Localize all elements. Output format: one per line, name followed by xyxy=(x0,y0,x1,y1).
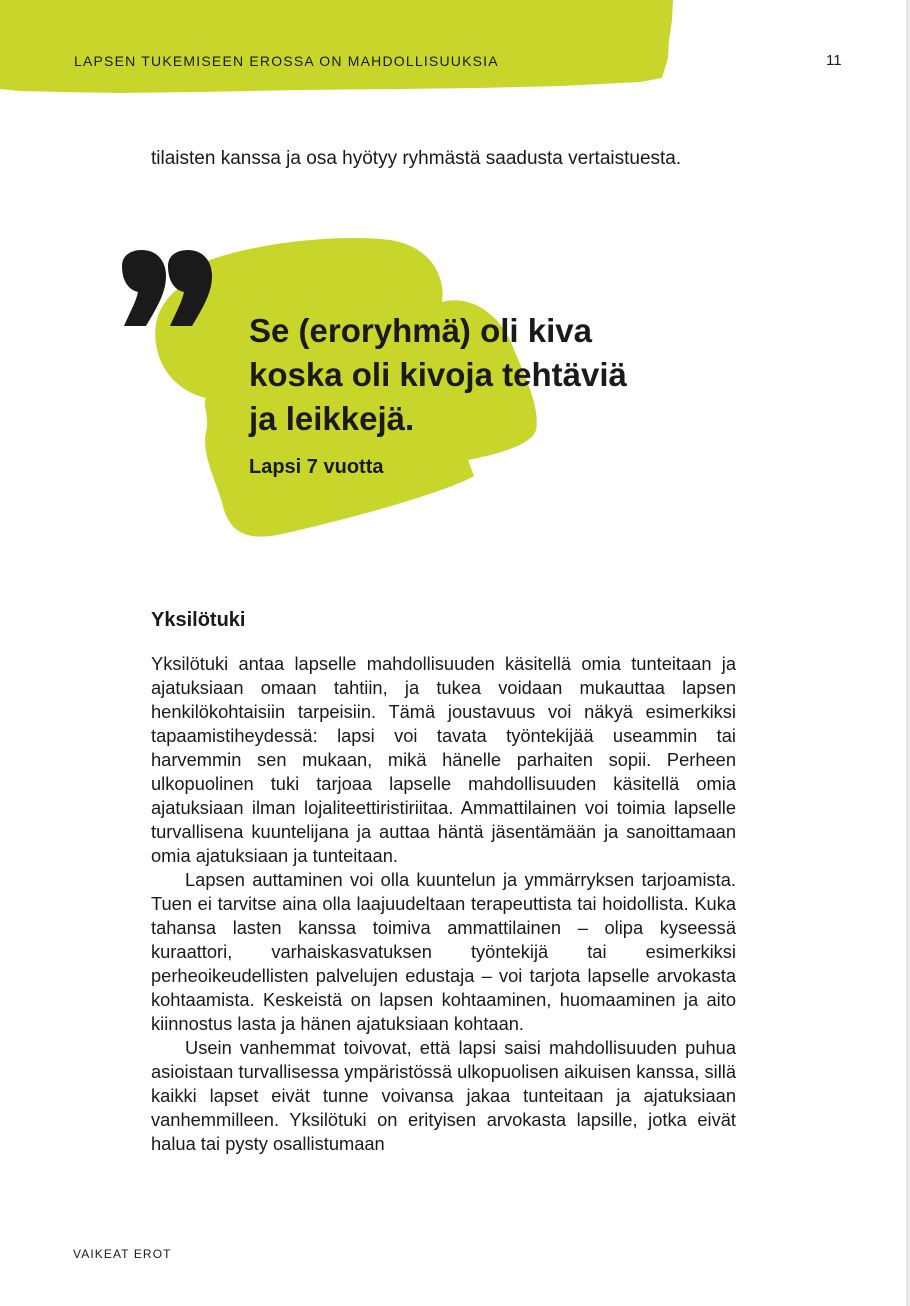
running-footer: VAIKEAT EROT xyxy=(73,1247,172,1261)
continued-text-line: tilaisten kanssa ja osa hyötyy ryhmästä saadusta vertaistuesta. xyxy=(151,148,682,169)
header-color-band xyxy=(0,0,680,100)
pull-quote-line: ja leikkejä. xyxy=(249,400,415,437)
body-paragraph: Yksilötuki antaa lapselle mahdollisuuden käsitellä omia tunteitaan ja ajatuksiaan omaan tahtiin, ja tukea voidaan mukauttaa lapsen henkilökohtaisiin tarpeisiin. Tämä joustavuus voi näkyä esimerkiksi tapaamistiheydessä: lapsi voi tavata työntekijää useammin tai harvemmin sen mukaan, mikä hänelle parhaiten sopii. Perheen ulkopuolinen tuki tarjoaa lapselle mahdollisuuden käsitellä omia ajatuksiaan ilman lojaliteettiristiriitaa. Ammattilainen voi toimia lapselle turvallisena kuuntelijana ja auttaa häntä jäsentämään ja sanoittamaan omia ajatuksiaan ja tunteitaan. xyxy=(151,653,736,866)
section-heading: Yksilötuki xyxy=(151,609,246,631)
page-number: 11 xyxy=(826,52,842,69)
pull-quote xyxy=(249,309,669,441)
page-edge xyxy=(906,0,910,1306)
running-header: LAPSEN TUKEMISEEN EROSSA ON MAHDOLLISUUKSIA xyxy=(74,53,499,69)
pull-quote-line: Se (eroryhmä) oli kiva xyxy=(249,312,592,349)
quote-attribution: Lapsi 7 vuotta xyxy=(249,456,384,478)
pull-quote-line: koska oli kivoja tehtäviä xyxy=(249,356,627,393)
body-paragraph: Usein vanhemmat toivovat, että lapsi saisi mahdollisuuden puhua asioistaan turvallisessa ympäristössä ulkopuolisen aikuisen kanssa, sillä kaikki lapset eivät tunne voivansa jakaa tunteitaan ja ajatuksiaan vanhemmilleen. Yksilötuki on erityisen arvokasta lapsille, jotka eivät halua tai pysty osallistumaan xyxy=(151,1037,736,1154)
closing-double-quote-icon xyxy=(118,248,218,328)
body-paragraph: Lapsen auttaminen voi olla kuuntelun ja ymmärryksen tarjoamista. Tuen ei tarvitse aina olla laajuudeltaan terapeuttista tai hoidollista. Kuka tahansa lasten kanssa toimiva ammattilainen – olipa kyseessä kuraattori, varhaiskasvatuksen työntekijä tai esimerkiksi perheoikeudellisten palvelujen edustaja – voi tarjota lapselle arvokasta kohtaamista. Keskeistä on lapsen kohtaaminen, huomaaminen ja aito kiinnostus lasta ja hänen ajatuksiaan kohtaan. xyxy=(151,869,736,1034)
body-text xyxy=(151,652,736,1156)
